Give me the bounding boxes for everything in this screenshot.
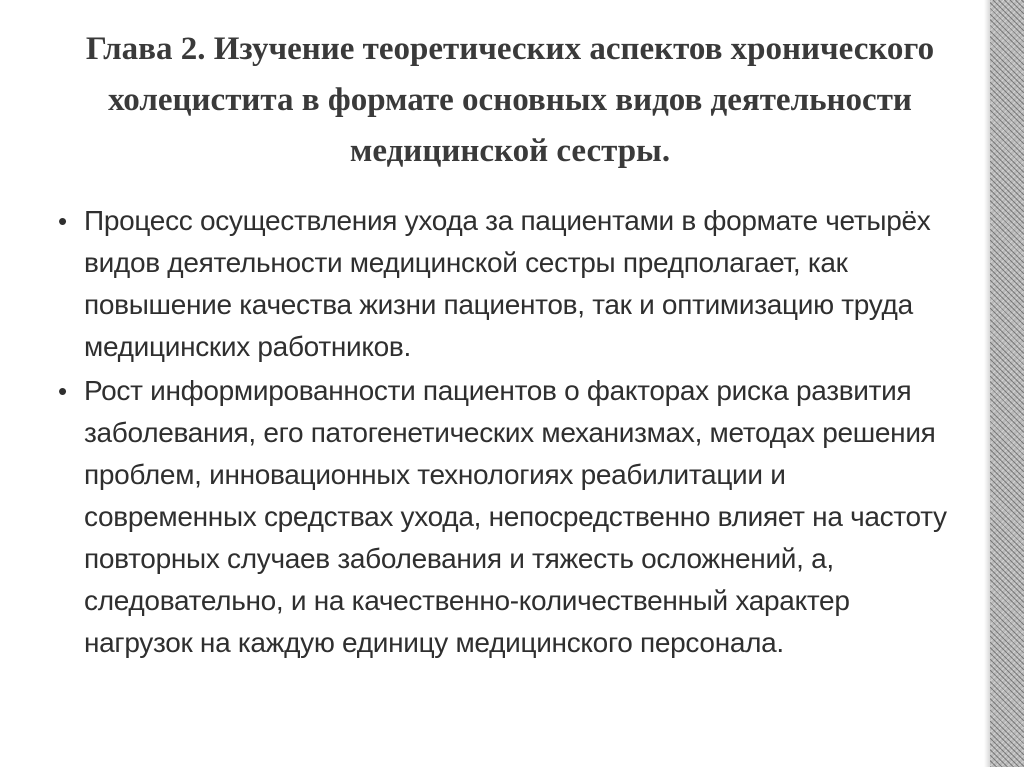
bullet-icon: • — [58, 206, 68, 236]
decorative-edge-strip — [990, 0, 1024, 767]
bullet-text: Процесс осуществления ухода за пациентами в формате четырёх видов деятельности медицинской сестры предполагает, как повышение качества жизни пациентов, так и оптимизацию труда медицинских работников. — [84, 205, 931, 362]
bullet-icon: • — [58, 376, 68, 406]
bullet-text: Рост информированности пациентов о факторах риска развития заболевания, его патогенетических механизмах, методах решения проблем, инновационных технологиях реабилитации и современных средствах ухода, непосредственно влияет на частоту повторных случаев заболевания и тяжесть осложнений, а, следовательно, и на качественно-количественный характер нагрузок на каждую единицу медицинского персонала. — [84, 375, 947, 658]
bullet-item — [58, 370, 958, 664]
bullet-list — [58, 200, 958, 666]
slide-title: Глава 2. Изучение теоретических аспектов хронического холецистита в формате основных видов деятельности медицинской сестры. — [85, 31, 935, 169]
bullet-item — [58, 200, 958, 368]
